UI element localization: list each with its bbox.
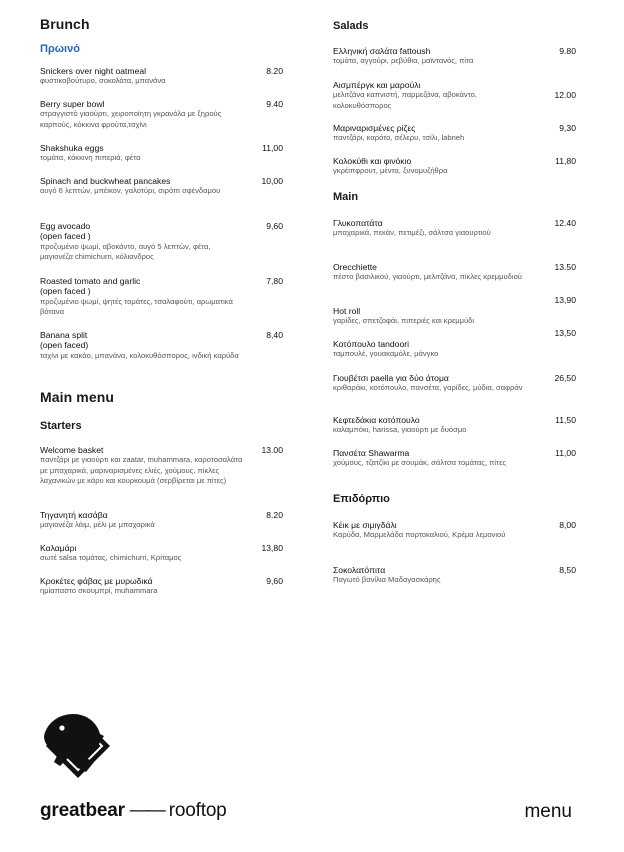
item-desc: στραγγιστό γιαούρτι, χειροποίητη γκρανόλα με ξηρούς καρπούς, κόκκινα φρούτα,ταχίνι	[40, 109, 222, 129]
menu-item	[40, 99, 283, 130]
dessert-heading: Επιδόρπιο	[333, 493, 390, 505]
menu-item	[333, 80, 576, 111]
item-name: Shakshuka eggs	[40, 143, 104, 153]
menu-item	[40, 66, 283, 87]
item-name: Κοτόπουλο tandoori	[333, 339, 410, 349]
menu-item	[40, 510, 283, 531]
item-desc: μαγιονέζα λάιμ, μέλι με μπαχαρικά	[40, 520, 155, 530]
brand-dash: ——	[129, 800, 164, 821]
brand-wordmark	[40, 800, 227, 822]
item-price: 11,80	[555, 156, 576, 166]
menu-item	[333, 565, 576, 586]
item-price: 9.40	[266, 99, 283, 109]
item-price: 8.20	[266, 66, 283, 76]
menu-item	[40, 143, 283, 164]
item-desc: σωτέ salsa τομάτας, chimichurri, Κρίταμος	[40, 553, 182, 563]
item-name: Καλαμάρι	[40, 543, 77, 553]
item-name: Hot roll	[333, 306, 361, 316]
item-name: Κροκέτες φάβας με μυρωδικά	[40, 576, 153, 586]
menu-item	[333, 448, 576, 469]
item-name: Σοκολατόπιτα	[333, 565, 386, 575]
item-desc: καλαμπόκι, harissa, γιαούρτι με δυόσμο	[333, 425, 467, 435]
menu-item	[333, 156, 576, 177]
item-price: 13.50	[554, 262, 576, 272]
item-name: Egg avocado (open faced )	[40, 221, 91, 242]
item-name: Κεφτεδάκια κοτόπουλο	[333, 415, 420, 425]
item-price: 12.00	[554, 90, 576, 100]
item-price: 7,80	[266, 276, 283, 286]
item-price: 11,00	[262, 143, 283, 153]
brunch-heading: Brunch	[40, 16, 90, 32]
item-name: Snickers over night oatmeal	[40, 66, 147, 76]
item-name: Κέικ με σιμιγδάλι	[333, 520, 397, 530]
item-desc: προζυμένιο ψωμί, αβοκάντο, αυγό 5 λεπτών, φέτα, μαγιονέζα chimichurri, κόλιανδρος	[40, 241, 211, 262]
menu-item	[333, 262, 576, 283]
item-desc: Παγωτό βανίλια Μαδαγασκάρης	[333, 575, 441, 585]
item-name: Πανσέτα Shawarma	[333, 448, 410, 458]
menu-item	[40, 445, 283, 487]
item-desc: προζυμένιο ψωμί, ψητές τομάτες, τσαλαφούτι, αρωματικά βότανα	[40, 296, 233, 317]
item-desc: ημίαπαστο σκουμπρί, muhammara	[40, 586, 158, 596]
menu-item	[333, 520, 576, 541]
item-name: Γιουβέτσι paella για δύο άτομα	[333, 373, 449, 383]
salads-heading: Salads	[333, 20, 369, 32]
menu-item	[333, 373, 576, 394]
item-price: 11,50	[555, 415, 576, 425]
brunch-subheading: Πρωινό	[40, 43, 80, 55]
main-menu-heading: Main menu	[40, 389, 115, 405]
item-price: 8,50	[559, 565, 576, 575]
item-price: 13,50	[554, 328, 576, 338]
menu-item	[40, 276, 283, 318]
menu-item	[40, 176, 283, 197]
menu-item	[333, 123, 576, 144]
menu-item	[40, 543, 283, 564]
item-name: Banana split (open faced)	[40, 330, 89, 351]
item-name: Roasted tomato and garlic (open faced )	[40, 276, 141, 297]
item-desc: τομάτα, κόκκινη πιπεριά, φέτα	[40, 153, 141, 163]
menu-item	[333, 218, 576, 239]
item-price: 13,90	[554, 295, 576, 305]
menu-item	[40, 576, 283, 597]
starters-heading: Starters	[40, 420, 82, 432]
item-desc: παντζάρι, καρότο, σέλερυ, τσίλι, labneh	[333, 133, 465, 143]
item-desc: χούμους, τζατζίκι με σουμάκ, σάλτσα τομάτας, πίτες	[333, 458, 507, 468]
item-price: 8.20	[266, 510, 283, 520]
item-name: Orecchiette	[333, 262, 377, 272]
item-desc: ταχίνι με κακάο, μπανάνα, κολοκυθόσπορος, ινδική καρύδα	[40, 350, 239, 360]
item-name: Spinach and buckwheat pancakes	[40, 176, 171, 186]
item-name: Τηγανητή κασάβα	[40, 510, 108, 520]
item-desc: γαρίδες, σπετζοφάι, πιπεριές και κρεμμύδι	[333, 316, 475, 326]
item-desc: τομάτα, αγγούρι, ρεβύθια, μαϊντανός, πίτα	[333, 56, 474, 66]
item-name: Κολοκύθι και φινόκιο	[333, 156, 412, 166]
item-desc: μπαχαρικά, πεκάν, πετιμέζι, σάλτσα γιαουρτιού	[333, 228, 491, 238]
item-price: 9,60	[266, 221, 283, 231]
logo-bear-eye	[59, 725, 64, 730]
item-price: 9,30	[559, 123, 576, 133]
item-name: Welcome basket	[40, 445, 104, 455]
item-price: 26,50	[554, 373, 576, 383]
item-desc: μελιτζάνα καπνιστή, παρμεζάνα, αβοκάντο, κολοκυθόσπορος	[333, 90, 477, 110]
menu-item	[333, 328, 576, 360]
item-desc: Καρύδα, Μαρμελάδα πορτοκαλιού, Κρέμα λεμονιού	[333, 530, 506, 540]
item-price: 8,00	[559, 520, 576, 530]
menu-item	[333, 415, 576, 436]
item-desc: κριθαράκι, κοτόπουλο, πανσέτα, γαρίδες, μύδια, σαφράν	[333, 383, 523, 393]
item-desc: φυστικοβούτυρο, σοκολάτα, μπανάνα	[40, 76, 166, 86]
item-name: Γλυκοπατάτα	[333, 218, 383, 228]
item-price: 8,40	[266, 330, 283, 340]
item-price: 9,60	[266, 576, 283, 586]
bear-logo-icon	[38, 706, 118, 786]
item-price: 11,00	[555, 448, 576, 458]
main-heading: Main	[333, 191, 359, 203]
item-desc: γκρέιπφρουτ, μέντα, ξυνομυζήθρα	[333, 166, 448, 176]
item-name: Μαριναρισμένες ρίζες	[333, 123, 416, 133]
item-desc: αυγό 6 λεπτών, μπέικον, γαλοτύρι, σιρόπι σφένδαμου	[40, 186, 221, 196]
item-desc: ταμπουλέ, γουακαμόλε, μάνγκο	[333, 349, 439, 359]
menu-item	[40, 221, 283, 263]
item-desc: παντζάρι με γιαούρτι και zaatar, muhammara, καροτοσαλάτα με μπαχαρικά, μαριναρισμένες ελιές, χούμους, πίκλες λαχανικών με κάρυ και κουρκουμά (σερβίρεται με πίτες)	[40, 455, 243, 486]
item-price: 10,00	[261, 176, 283, 186]
brand-first: greatbear	[40, 800, 125, 821]
menu-item	[40, 330, 283, 361]
item-name: Berry super bowl	[40, 99, 105, 109]
item-price: 13,80	[261, 543, 283, 553]
item-name: Αισμπέργκ και μαρούλι	[333, 80, 421, 90]
item-name: Ελληνική σαλάτα fattoush	[333, 46, 431, 56]
menu-item	[333, 295, 576, 327]
item-price: 13.00	[261, 445, 283, 455]
menu-label: menu	[524, 801, 572, 822]
brand-second: rooftop	[168, 800, 227, 821]
item-desc: πέστο βασιλικού, γιαούρτι, μελιτζάνα, πίκλες κρεμμυδιού	[333, 272, 522, 282]
menu-item	[333, 46, 576, 67]
item-price: 12.40	[554, 218, 576, 228]
item-price: 9.80	[559, 46, 576, 56]
